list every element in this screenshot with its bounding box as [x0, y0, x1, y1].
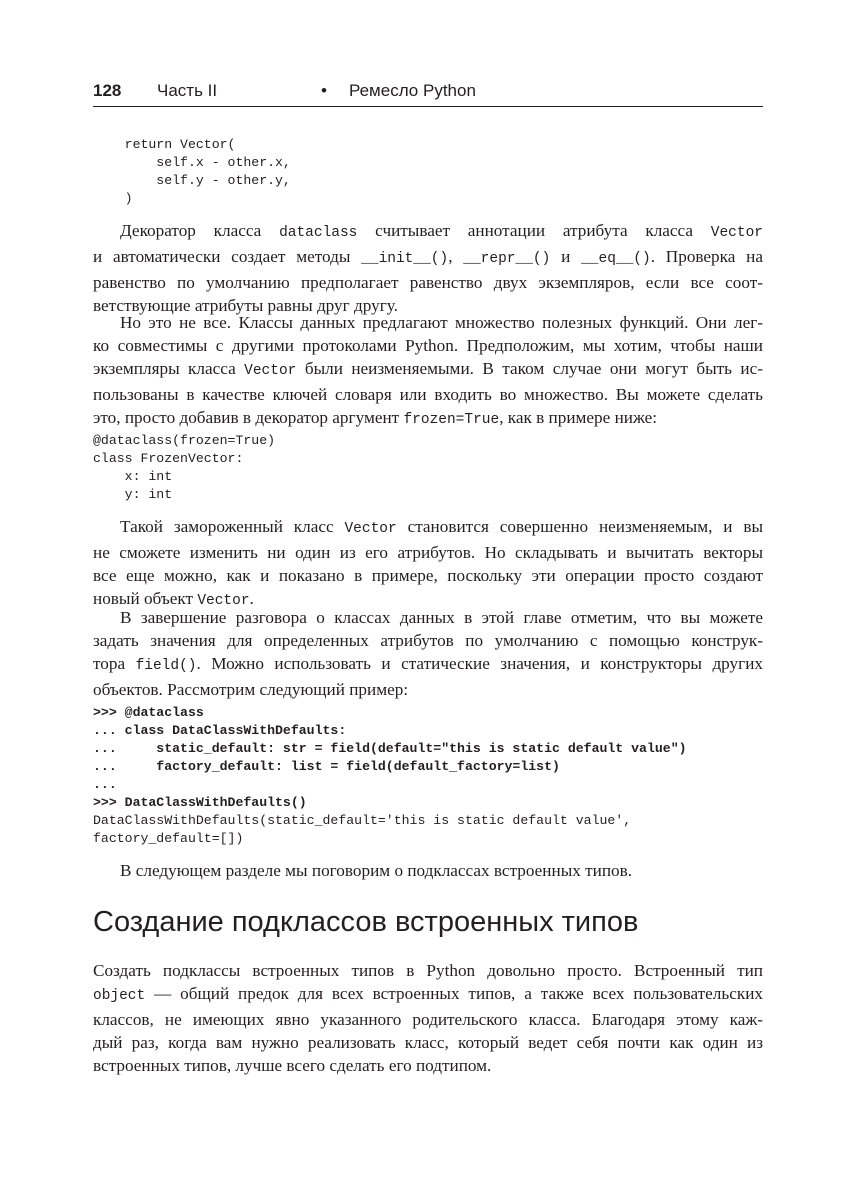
text-line: Но это не все. Классы данных предлагают множество полезных функций. Они лег- — [120, 313, 763, 332]
text-line: В завершение разговора о классах данных в этой главе отметим, что вы можете — [120, 608, 763, 627]
paragraph-builtin-subclassing — [93, 959, 763, 1077]
text-line: тора field(). Можно использовать и статические значения, и конструкторы других — [93, 654, 763, 674]
section-heading: Создание подклассов встроенных типов — [93, 906, 639, 938]
code-line: y: int — [93, 487, 173, 502]
code-output-line: DataClassWithDefaults(static_default='this is static default value', — [93, 813, 632, 828]
code-line: ... static_default: str = field(default="this is static default value") — [93, 741, 687, 756]
text-line: ко совместимы с другими протоколами Python. Предположим, мы хотим, чтобы наши — [93, 336, 763, 355]
text-line: Такой замороженный класс Vector становится совершенно неизменяемым, и вы — [120, 517, 763, 537]
code-block-vector-return — [93, 136, 291, 208]
paragraph-frozen-class — [93, 515, 763, 613]
header-separator: • — [321, 81, 327, 100]
code-line: ... factory_default: list = field(default_factory=list) — [93, 759, 560, 774]
paragraph-dataclass-decorator — [93, 219, 763, 317]
text-line: Декоратор класса dataclass считывает аннотации атрибута класса Vector — [120, 221, 763, 241]
page-number: 128 — [93, 81, 122, 100]
text-line: объектов. Рассмотрим следующий пример: — [93, 680, 409, 699]
code-line: ... — [93, 777, 117, 792]
text-line: ветствующие атрибуты равны друг другу. — [93, 296, 398, 315]
text-line: и автоматически создает методы __init__(), __repr__() и __eq__(). Проверка на — [93, 247, 763, 267]
paragraph-data-classes-features — [93, 311, 763, 432]
code-line: ... class DataClassWithDefaults: — [93, 723, 347, 738]
code-block-dataclass-defaults — [93, 704, 687, 848]
text-line: Создать подклассы встроенных типов в Python довольно просто. Встроенный тип — [93, 961, 763, 980]
code-line: >>> @dataclass — [93, 705, 204, 720]
text-line: задать значения для определенных атрибутов по умолчанию с помощью конструк- — [93, 631, 763, 650]
chapter-title: Ремесло Python — [349, 81, 476, 100]
paragraph-field-defaults — [93, 606, 763, 701]
code-line: ) — [93, 191, 133, 206]
part-title: Часть II — [157, 81, 218, 100]
code-line: @dataclass(frozen=True) — [93, 433, 276, 448]
code-block-frozen-vector — [93, 432, 275, 504]
text-line: не сможете изменить ни один из его атрибутов. Но складывать и вычитать векторы — [93, 543, 763, 562]
running-header — [93, 78, 763, 107]
text-line: экземпляры класса Vector были неизменяемыми. В таком случае они могут быть ис- — [93, 359, 763, 379]
code-line: return Vector( — [93, 137, 236, 152]
text-line: В следующем разделе мы поговорим о подклассах встроенных типов. — [120, 861, 633, 880]
code-line: class FrozenVector: — [93, 451, 244, 466]
code-line: self.x - other.x, — [93, 155, 291, 170]
text-line: дый раз, когда вам нужно реализовать класс, который ведет себя почти как один из — [93, 1033, 763, 1052]
text-line: классов, не имеющих явно указанного родительского класса. Благодаря этому каж- — [93, 1010, 763, 1029]
text-line: встроенных типов, лучше всего сделать его подтипом. — [93, 1056, 492, 1075]
code-line: >>> DataClassWithDefaults() — [93, 795, 307, 810]
text-line: равенство по умолчанию предполагает равенство двух экземпляров, если все соот- — [93, 273, 763, 292]
text-line: это, просто добавив в декоратор аргумент frozen=True, как в примере ниже: — [93, 408, 658, 428]
text-line: все еще можно, как и показано в примере, поскольку эти операции просто создают — [93, 566, 763, 585]
text-line: пользованы в качестве ключей словаря или входить во множество. Вы можете сделать — [93, 385, 763, 404]
text-line: object — общий предок для всех встроенных типов, а также всех пользовательских — [93, 984, 763, 1004]
code-line: x: int — [93, 469, 173, 484]
paragraph-next-section — [93, 859, 763, 882]
code-output-line: factory_default=[]) — [93, 831, 244, 846]
text-line: новый объект Vector. — [93, 589, 254, 609]
code-line: self.y - other.y, — [93, 173, 291, 188]
